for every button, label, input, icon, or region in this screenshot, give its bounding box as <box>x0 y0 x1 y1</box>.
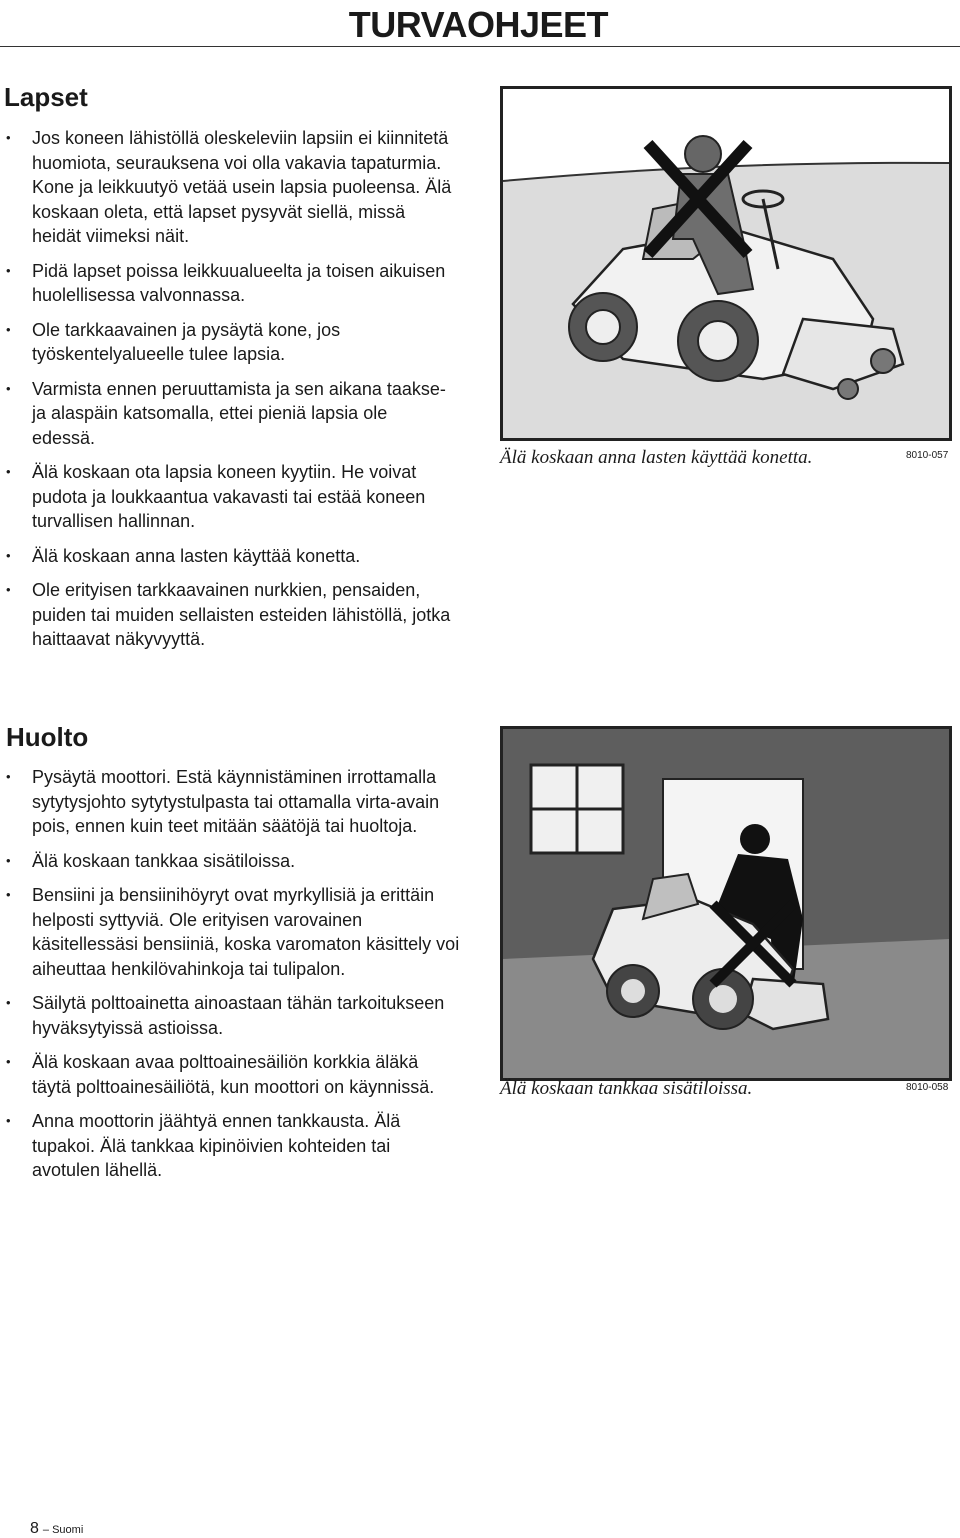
list-item: • Ole tarkkaavainen ja pysäytä kone, jos työskentelyalueelle tulee lapsia. <box>6 319 341 364</box>
bullet-icon: • <box>6 380 11 396</box>
bullet-icon: • <box>6 130 11 145</box>
list-item: • Bensiini ja bensiinihöyryt ovat myrkyllisiä ja erittäin helposti syttyviä. Ole erityisen varovainen käsitellessäsi bensiiniä, koska varomaton käsittely voi aiheuttaa henkilövahinkoja tai tulipalon. <box>6 885 460 979</box>
list-item: • Jos koneen lähistöllä oleskeleviin lapsiin ei kiinnitetä huomiota, seurauksena voi olla vakavia tapaturmia. Kone ja leikkuutyö vetää usein lapsia puoleensa. Älä koskaan oleta, että lapset pysyvät siellä, missä heidät viimeksi näit. <box>6 128 452 246</box>
figure-code: 8010-057 <box>906 450 949 461</box>
bullet-icon: • <box>6 464 11 479</box>
figure-caption: Älä koskaan anna lasten käyttää konetta. <box>500 447 813 468</box>
list-item: • Säilytä polttoainetta ainoastaan tähän tarkoitukseen hyväksytyissä astioissa. <box>6 993 445 1038</box>
child-on-mower-illustration <box>503 89 949 438</box>
list-item: • Pysäytä moottori. Estä käynnistäminen irrottamalla sytytysjohto sytytystulpasta tai ottamalla virta-avain pois, ennen kuin teet mitään säätöjä tai huoltoja. <box>6 767 440 836</box>
language-label: – Suomi <box>42 1524 84 1536</box>
page-title: TURVAOHJEET <box>348 4 608 45</box>
figure-indoor-refueling <box>500 726 952 1081</box>
bullet-icon: • <box>6 887 11 902</box>
list-item: • Älä koskaan ota lapsia koneen kyytiin. He voivat pudota ja loukkaantua vakavasti tai estää koneen turvallisen hallinnan. <box>6 462 426 531</box>
bullet-icon: • <box>6 1113 11 1128</box>
figure-caption: Älä koskaan tankkaa sisätiloissa. <box>500 1078 753 1099</box>
figure-code: 8010-058 <box>906 1082 949 1093</box>
list-item: • Älä koskaan tankkaa sisätiloissa. <box>0 849 460 874</box>
lapset-list <box>0 126 452 662</box>
bullet-icon: • <box>6 852 11 868</box>
indoor-refueling-illustration <box>503 729 949 1078</box>
list-item: • Varmista ennen peruuttamista ja sen aikana taakse- ja alaspäin katsomalla, ettei pieniä lapsia ole edessä. <box>6 378 446 448</box>
bullet-icon: • <box>6 995 11 1010</box>
bullet-icon: • <box>6 547 11 563</box>
list-item: • Pidä lapset poissa leikkuualueelta ja toisen aikuisen huolellisessa valvonnassa. <box>6 260 446 305</box>
section-heading-huolto: Huolto <box>6 722 89 752</box>
list-item: • Älä koskaan anna lasten käyttää konetta. <box>0 544 452 569</box>
bullet-icon: • <box>6 769 11 784</box>
bullet-icon: • <box>6 321 11 337</box>
page-number: 8 <box>30 1520 39 1537</box>
bullet-icon: • <box>6 1054 11 1069</box>
page-footer <box>30 1520 83 1538</box>
figure-children-riding-mower <box>500 86 952 441</box>
huolto-list <box>0 765 460 1193</box>
list-item: • Ole erityisen tarkkaavainen nurkkien, pensaiden, puiden tai muiden sellaisten esteiden lähistöllä, jotka haittaavat näkyvyyttä. <box>6 580 451 649</box>
header-divider <box>0 46 960 47</box>
list-item: • Anna moottorin jäähtyä ennen tankkausta. Älä tupakoi. Älä tankkaa kipinöivien kohteiden tai avotulen lähellä. <box>6 1111 401 1180</box>
bullet-icon: • <box>6 262 11 278</box>
bullet-icon: • <box>6 582 11 597</box>
section-heading-lapset: Lapset <box>4 82 88 112</box>
list-item: • Älä koskaan avaa polttoainesäiliön korkkia äläkä täytä polttoainesäiliötä, kun moottori on käynnissä. <box>6 1052 435 1097</box>
